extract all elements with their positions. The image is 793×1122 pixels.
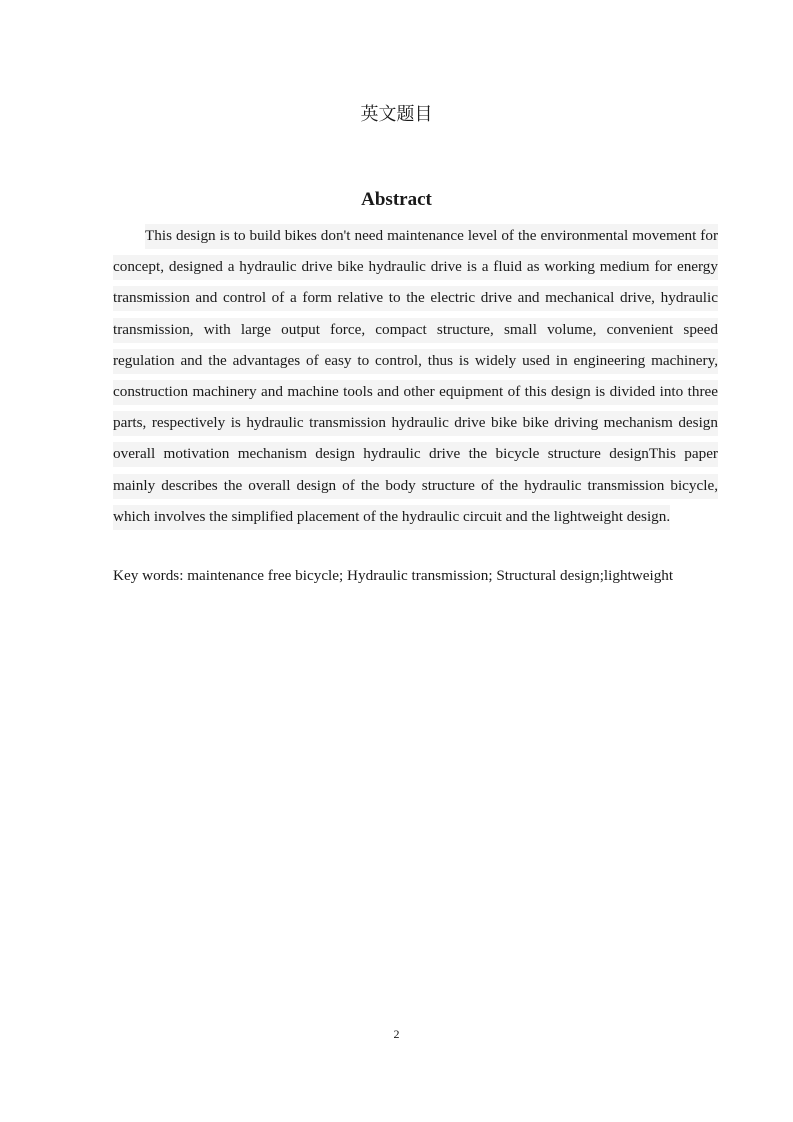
page-number: 2	[393, 1027, 400, 1041]
keywords-line: Key words: maintenance free bicycle; Hydraulic transmission; Structural design;lightweight	[113, 567, 674, 584]
page-heading: 英文题目	[360, 104, 433, 125]
abstract-title: Abstract	[361, 189, 432, 210]
abstract-text: This design is to build bikes don't need maintenance level of the environmental movement for concept, designed a hydraulic drive bike hydraulic drive is a fluid as working medium for energy transmission and control of a form relative to the electric drive and mechanical drive, hydraulic transmission, with large output force, compact structure, small volume, convenient speed regulation and the advantages of easy to control, thus is widely used in engineering machinery, construction machinery and machine tools and other equipment of this design is divided into three parts, respectively is hydraulic transmission hydraulic drive bike bike driving mechanism design overall motivation mechanism design hydraulic drive the bicycle structure designThis paper mainly describes the overall design of the body structure of the hydraulic transmission bicycle, which involves the simplified placement of the hydraulic circuit and the lightweight design.	[113, 224, 718, 530]
abstract-body	[113, 220, 718, 532]
